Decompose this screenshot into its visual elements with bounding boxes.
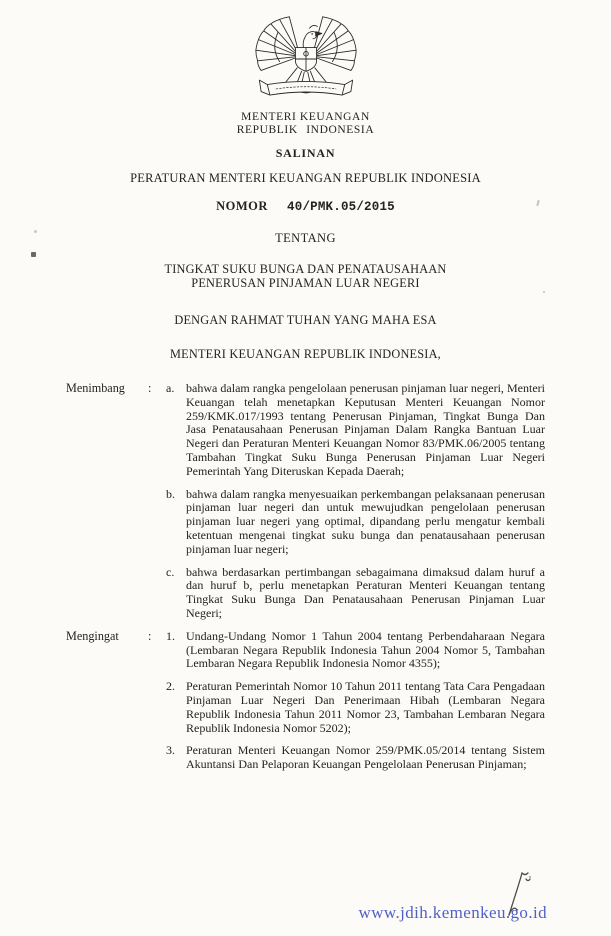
website-watermark: www.jdih.kemenkeu.go.id — [358, 903, 547, 922]
preamble-clauses — [0, 382, 611, 772]
nomor-label: NOMOR — [216, 199, 268, 213]
item-marker: 1. — [166, 628, 175, 643]
item-text: Peraturan Pemerintah Nomor 10 Tahun 2011 tentang Tata Cara Pengadaan Pinjaman Luar Negeri Dan Penerimaan Hibah (Lembaran Negara Republik Indonesia Tahun 2011 Nomor 23, Tambahan Lembaran Negara Republik Indonesia Nomor 5202); — [186, 679, 545, 735]
subject-line-1: TINGKAT SUKU BUNGA DAN PENATAUSAHAAN — [164, 262, 447, 276]
menimbang-item-c — [166, 566, 545, 621]
item-marker: 2. — [166, 679, 175, 694]
menimbang-section — [66, 382, 545, 621]
issuer-line: MENTERI KEUANGAN REPUBLIK INDONESIA, — [170, 347, 441, 361]
invocation-line: DENGAN RAHMAT TUHAN YANG MAHA ESA — [174, 313, 437, 327]
nomor-value: 40/PMK.05/2015 — [287, 200, 395, 214]
menimbang-colon: : — [148, 381, 152, 395]
regulation-subject — [0, 262, 611, 290]
mengingat-item-1 — [166, 630, 545, 671]
subject-line-2: PENERUSAN PINJAMAN LUAR NEGERI — [191, 276, 420, 290]
tentang-label: TENTANG — [275, 231, 336, 245]
mengingat-colon: : — [148, 628, 152, 643]
item-text: bahwa dalam rangka menyesuaikan perkembangan pelaksanaan penerusan pinjaman luar negeri dan untuk mewujudkan pengelolaan penerusan pinjaman luar negeri yang optimal, dipandang perlu mengatur kembali ketentuan mengenai tingkat suku bunga dan penatausahaan penerusan pinjaman luar negeri; — [186, 486, 545, 556]
menimbang-items — [166, 382, 545, 621]
scan-speck — [543, 291, 545, 293]
item-text: Peraturan Menteri Keuangan Nomor 259/PMK.05/2014 tentang Sistem Akuntansi Dan Pelaporan Keuangan Pengelolaan Penerusan Pinjaman; — [186, 743, 545, 772]
item-marker: a. — [166, 381, 175, 395]
letterhead — [0, 0, 611, 137]
country-name: REPUBLIK INDONESIA — [236, 124, 375, 136]
item-text: bahwa berdasarkan pertimbangan sebagaimana dimaksud dalam huruf a dan huruf b, perlu menetapkan Peraturan Menteri Keuangan tentang Tingkat Suku Bunga Dan Penatausahaan Penerusan Pinjaman Luar Negeri; — [186, 564, 545, 620]
mengingat-items — [166, 630, 545, 772]
mengingat-item-3 — [166, 744, 545, 772]
item-marker: c. — [166, 564, 175, 579]
garuda-pancasila-emblem — [253, 15, 359, 103]
scan-speck — [31, 252, 36, 257]
ministry-name: MENTERI KEUANGAN — [241, 111, 370, 123]
regulation-title: PERATURAN MENTERI KEUANGAN REPUBLIK INDONESIA — [130, 171, 481, 185]
mengingat-section — [66, 630, 545, 772]
menimbang-item-a — [166, 382, 545, 479]
item-text: Undang-Undang Nomor 1 Tahun 2004 tentang Perbendaharaan Negara (Lembaran Negara Republik Indonesia Tahun 2004 Nomor 5, Tambahan Lembaran Negara Republik Indonesia Nomor 4355); — [186, 628, 545, 671]
mengingat-label: Mengingat — [66, 628, 119, 643]
menimbang-item-b — [166, 488, 545, 557]
item-text: bahwa dalam rangka pengelolaan penerusan pinjaman luar negeri, Menteri Keuangan telah menetapkan Keputusan Menteri Keuangan Nomor 259/KMK.017/1993 tentang Penerusan Pinjaman, Tingkat Bunga Dan Jasa Penatausahaan Penerusan Pinjaman Dalam Rangka Bantuan Luar Negeri dan Peraturan Menteri Keuangan Nomor 83/PMK.06/2005 tentang Tambahan Tingkat Suku Bunga Penerusan Pinjaman Luar Negeri Pemerintah Yang Diteruskan Kepada Daerah; — [186, 381, 545, 478]
regulation-number-line — [0, 199, 611, 214]
handwritten-initial-mark — [501, 871, 535, 921]
scan-speck — [34, 230, 37, 233]
item-marker: b. — [166, 486, 175, 501]
mengingat-item-2 — [166, 680, 545, 735]
menimbang-label: Menimbang — [66, 381, 125, 395]
item-marker: 3. — [166, 743, 175, 758]
copy-label: SALINAN — [275, 146, 336, 160]
